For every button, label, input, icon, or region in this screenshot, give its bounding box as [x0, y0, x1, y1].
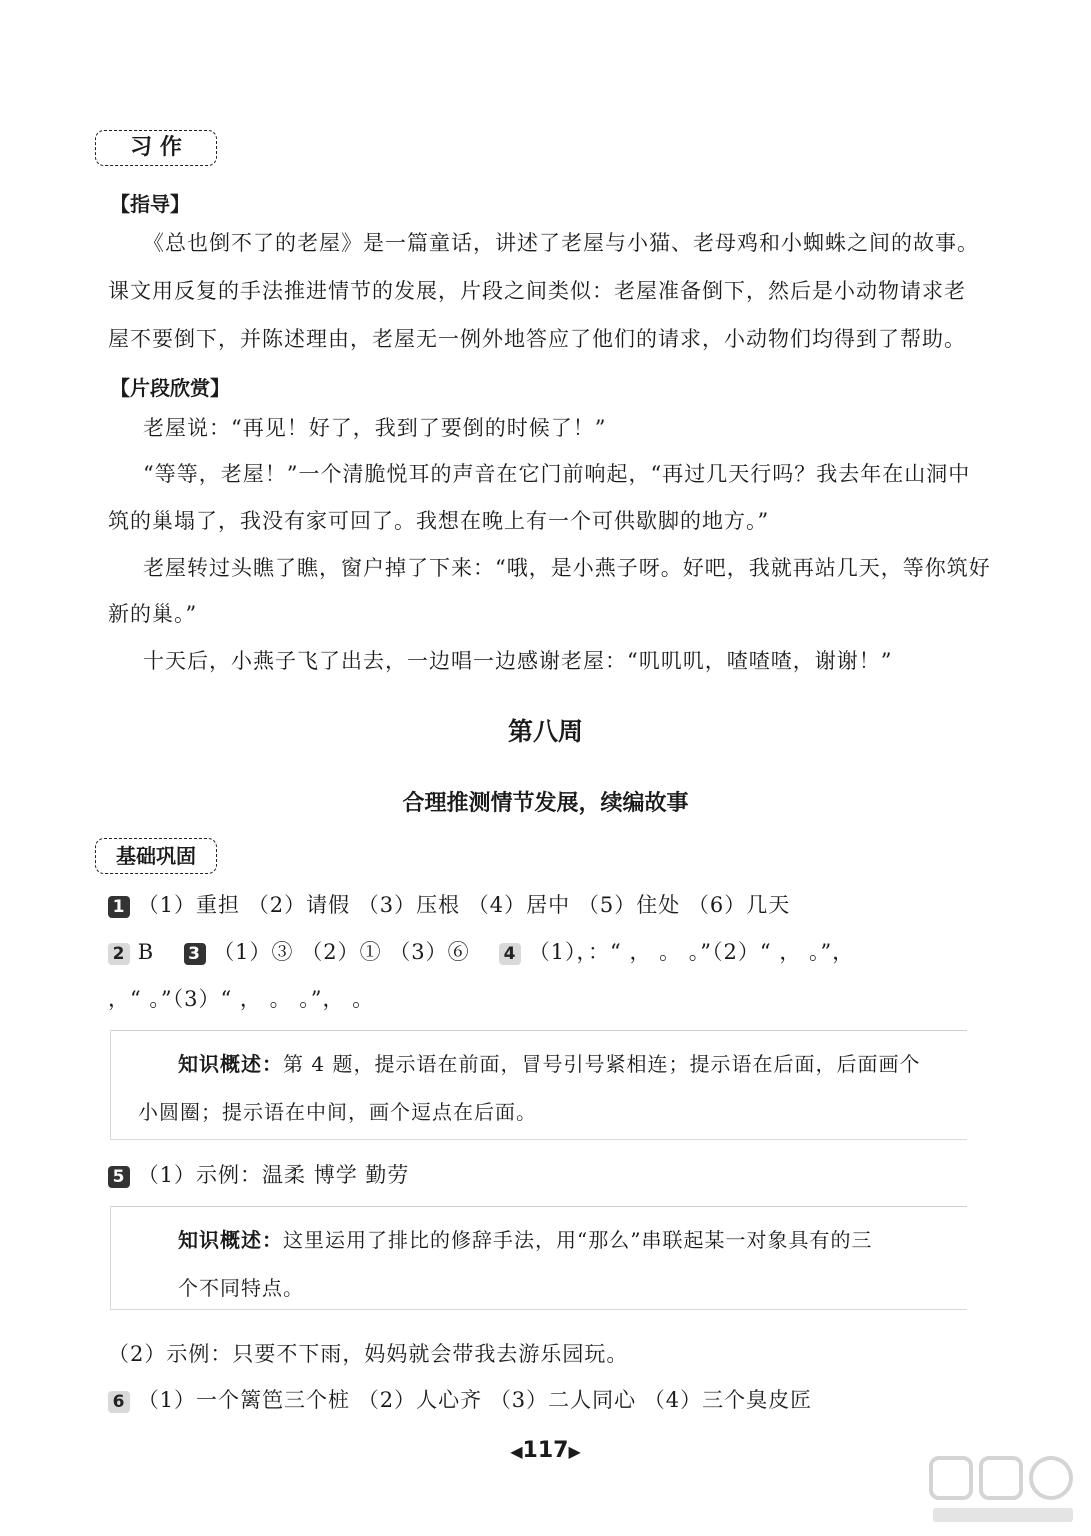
excerpt-line-2: “等等，老屋！”一个清脆悦耳的声音在它门前响起，“再过几天行吗？我去年在山洞中 — [143, 462, 971, 486]
lesson-subtitle: 合理推测情节发展，续编故事 — [402, 791, 689, 816]
question-number-badge: 6 — [108, 1391, 130, 1413]
question-number-badge: 3 — [184, 943, 206, 965]
guide-line-1: 《总也倒不了的老屋》是一篇童话，讲述了老屋与小猫、老母鸡和小蜘蛛之间的故事。 — [143, 231, 979, 255]
section-title-text: 习 作 — [130, 135, 182, 160]
section-title-text: 基础巩固 — [116, 844, 196, 868]
question-1-answer: （1）重担 （2）请假 （3）压根 （4）居中 （5）住处 （6）几天 — [137, 893, 791, 917]
excerpt-line-1: 老屋说：“再见！好了，我到了要倒的时候了！” — [143, 416, 607, 440]
question-5-answer: （1）示例：温柔 博学 勤劳 — [137, 1163, 410, 1187]
guide-line-2: 课文用反复的手法推进情节的发展，片段之间类似：老屋准备倒下，然后是小动物请求老 — [108, 279, 966, 303]
knowledge-label: 知识概述： — [178, 1052, 283, 1076]
section-title-basics — [95, 838, 217, 874]
knowledge-1-line-2: 小圆圈；提示语在中间，画个逗点在后面。 — [138, 1100, 537, 1124]
knowledge-1-line-1 — [178, 1052, 920, 1076]
knowledge-label: 知识概述： — [178, 1228, 283, 1252]
excerpt-line-4: 老屋转过头瞧了瞧，窗户掉了下来：“哦，是小燕子呀。好吧，我就再站几天，等你筑好 — [143, 556, 991, 580]
question-6-answer: （1）一个篱笆三个桩 （2）人心齐 （3）二人同心 （4）三个臭皮匠 — [137, 1388, 813, 1412]
question-6 — [108, 1388, 812, 1413]
question-2-answer: B — [137, 940, 155, 964]
knowledge-1-text: 第 4 题，提示语在前面，冒号引号紧相连；提示语在后面，后面画个 — [283, 1052, 921, 1076]
knowledge-2-line-2: 个不同特点。 — [178, 1276, 304, 1300]
page-arrow-right-icon: ▶ — [568, 1442, 581, 1461]
question-number-badge: 2 — [108, 943, 130, 965]
guide-line-3: 屋不要倒下，并陈述理由，老屋无一例外地答应了他们的请求，小动物们均得到了帮助。 — [108, 327, 966, 351]
page-arrow-left-icon: ◀ — [510, 1442, 523, 1461]
question-2-3-4 — [108, 940, 854, 965]
excerpt-line-5: 新的巢。” — [108, 602, 198, 626]
question-number-badge: 5 — [108, 1166, 130, 1188]
question-5 — [108, 1163, 409, 1188]
side-margin-strip — [1051, 540, 1091, 770]
page-number-text: 117 — [522, 1438, 569, 1463]
guide-label: 【指导】 — [110, 192, 190, 216]
question-5-part-2: （2）示例：只要不下雨，妈妈就会带我去游乐园玩。 — [108, 1342, 629, 1366]
question-4-answer-line-1: （1），：“ ， 。 。”（2）“ ， 。”， — [528, 940, 855, 964]
week-heading: 第八周 — [507, 717, 583, 746]
question-1 — [108, 893, 790, 918]
excerpt-line-6: 十天后，小燕子飞了出去，一边唱一边感谢老屋：“叽叽叽，喳喳喳，谢谢！” — [143, 649, 893, 673]
question-3-answer: （1）③ （2）① （3）⑥ — [213, 940, 470, 964]
excerpt-label: 【片段欣赏】 — [110, 376, 230, 400]
section-title-writing — [95, 130, 217, 166]
knowledge-2-text: 这里运用了排比的修辞手法，用“那么”串联起某一对象具有的三 — [283, 1228, 873, 1252]
question-number-badge: 4 — [499, 943, 521, 965]
watermark-logo-icon — [923, 1450, 1083, 1528]
watermark-logo — [923, 1450, 1083, 1528]
knowledge-2-line-1 — [178, 1228, 872, 1252]
question-4-answer-line-2: ，“ 。”（3）“ ， 。 。”， 。 — [108, 987, 375, 1011]
question-number-badge: 1 — [108, 896, 130, 918]
excerpt-line-3: 筑的巢塌了，我没有家可回了。我想在晚上有一个可供歇脚的地方。” — [108, 509, 770, 533]
